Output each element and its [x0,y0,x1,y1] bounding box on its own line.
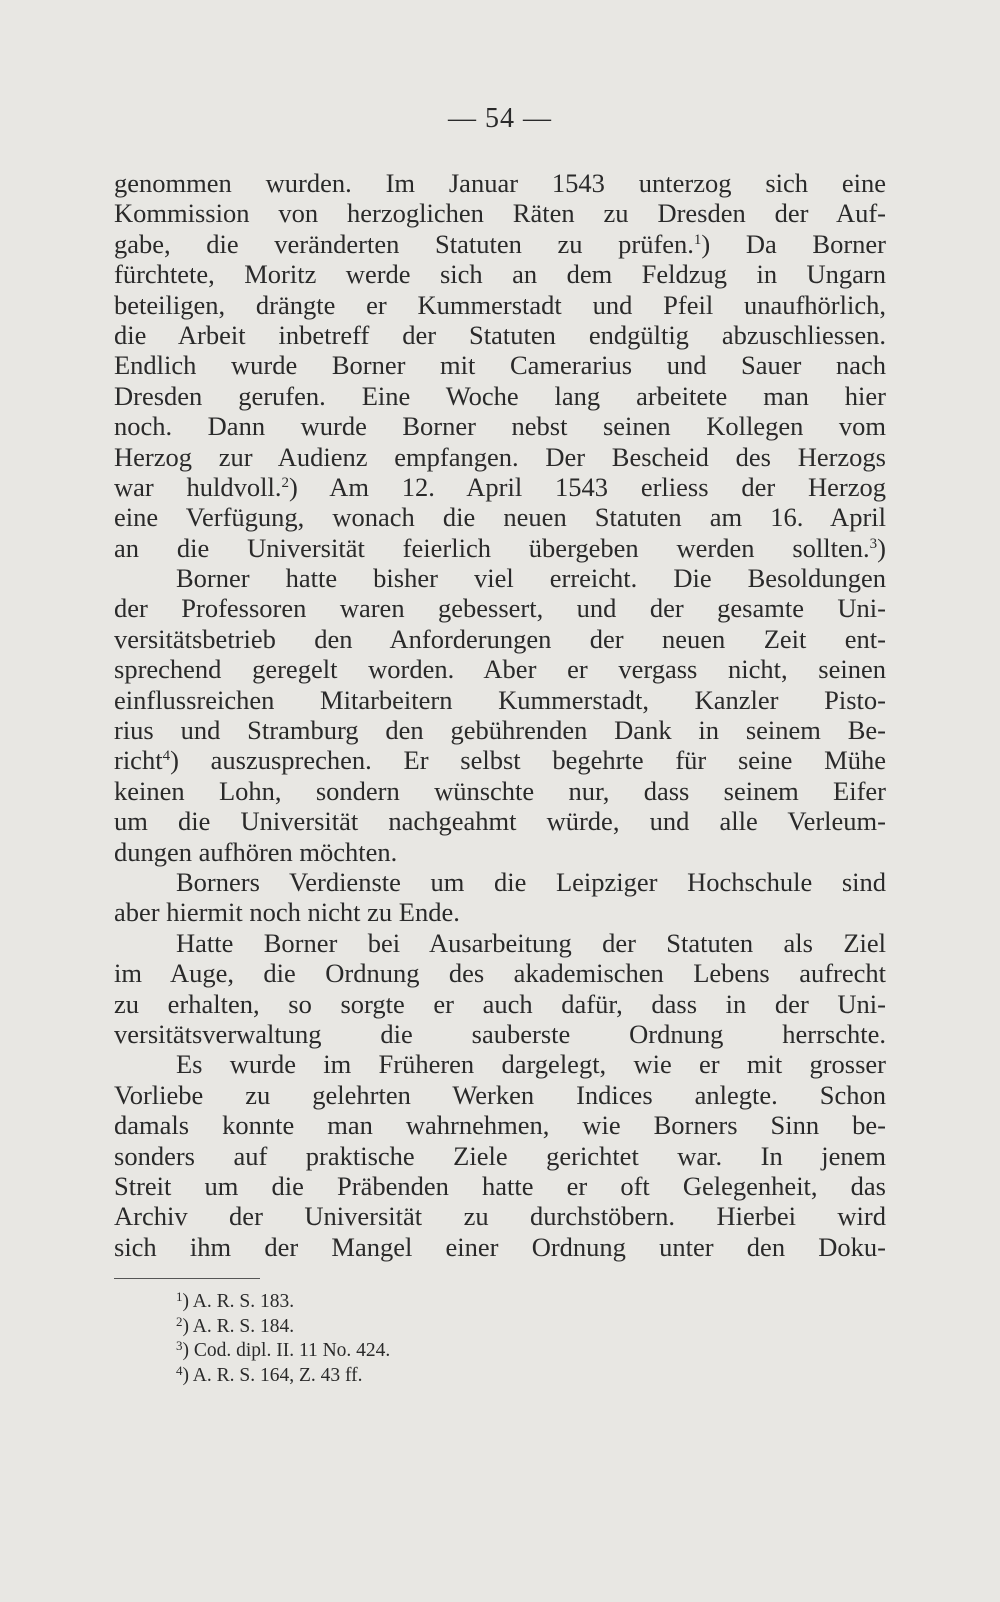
text-line: die Arbeit inbetreff der Statuten endgültig abzuschliessen. [114,319,886,350]
text-line: Vorliebe zu gelehrten Werken Indices anlegte. Schon [114,1079,886,1110]
page-number: — 54 — [448,103,552,134]
text-line: sprechend geregelt worden. Aber er vergass nicht, seinen [114,654,886,685]
footnote: $^4$) A. R. S. 164, Z. 43 ff. [176,1362,363,1386]
text-line: einflussreichen Mitarbeitern Kummerstadt, Kanzler Pisto- [114,684,886,715]
text-line: damals konnte man wahrnehmen, wie Borners Sinn be- [114,1110,886,1141]
body-text [114,168,886,1262]
text-line: an die Universität feierlich übergeben werden sollten.$^3$) [114,532,886,563]
text-line: um die Universität nachgeahmt würde, und alle Verleum- [114,806,886,837]
text-line: Streit um die Präbenden hatte er oft Gelegenheit, das [114,1170,886,1201]
text-line: der Professoren waren gebessert, und der gesamte Uni- [114,593,886,624]
text-line: Kommission von herzoglichen Räten zu Dresden der Auf- [114,198,886,229]
footnote: $^1$) A. R. S. 183. [176,1289,295,1312]
text-line: Herzog zur Audienz empfangen. Der Bescheid des Herzogs [114,441,886,472]
text-line: Es wurde im Früheren dargelegt, wie er mit grosser [176,1049,886,1080]
footnote-ref: 3 [869,535,878,552]
text-line: fürchtete, Moritz werde sich an dem Feldzug in Ungarn [114,259,886,290]
text-line: dungen aufhören möchten. [114,836,398,867]
text-line: rius und Stramburg den gebührenden Dank in seinem Be- [114,715,886,746]
text-line: noch. Dann wurde Borner nebst seinen Kollegen vom [114,411,886,442]
text-line: Borners Verdienste um die Leipziger Hochschule sind [176,866,886,897]
text-line: Endlich wurde Borner mit Camerarius und Sauer nach [114,350,886,381]
footnote-divider [114,1278,260,1279]
text-line: war huldvoll.$^2$) Am 12. April 1543 erliess der Herzog [114,471,886,502]
text-line: sonders auf praktische Ziele gerichtet war. In jenem [114,1140,886,1171]
footnote: $^2$) A. R. S. 184. [176,1313,295,1337]
footnote-ref: 1 [693,231,702,248]
text-line: eine Verfügung, wonach die neuen Statuten am 16. April [114,502,886,533]
footnotes [176,1290,676,1388]
text-line: versitätsbetrieb den Anforderungen der neuen Zeit ent- [114,623,886,654]
text-line: zu erhalten, so sorgte er auch dafür, dass in der Uni- [114,988,886,1019]
text-line: gabe, die veränderten Statuten zu prüfen.$^1$) Da Borner [114,228,887,259]
footnote-ref: 2 [281,474,290,491]
text-line: im Auge, die Ordnung des akademischen Lebens aufrecht [114,958,886,989]
text-line: Hatte Borner bei Ausarbeitung der Statuten als Ziel [176,927,886,958]
footnote-ref: 4 [162,748,171,765]
footnote: $^3$) Cod. dipl. II. 11 No. 424. [176,1338,391,1361]
text-line: beteiligen, drängte er Kummerstadt und Pfeil unaufhörlich, [114,289,886,320]
text-line: Archiv der Universität zu durchstöbern. Hierbei wird [114,1201,886,1232]
text-line: richt$^4$) auszusprechen. Er selbst begehrte für seine Mühe [114,745,886,776]
text-line: sich ihm der Mangel einer Ordnung unter den Doku- [114,1231,886,1262]
text-line: Dresden gerufen. Eine Woche lang arbeitete man hier [114,380,886,411]
text-line: genommen wurden. Im Januar 1543 unterzog sich eine [114,168,886,198]
text-line: versitätsverwaltung die sauberste Ordnung herrschte. [114,1018,886,1049]
text-line: keinen Lohn, sondern wünschte nur, dass seinem Eifer [114,775,886,806]
text-line: Borner hatte bisher viel erreicht. Die Besoldungen [176,563,886,594]
text-line: aber hiermit noch nicht zu Ende. [114,897,460,928]
